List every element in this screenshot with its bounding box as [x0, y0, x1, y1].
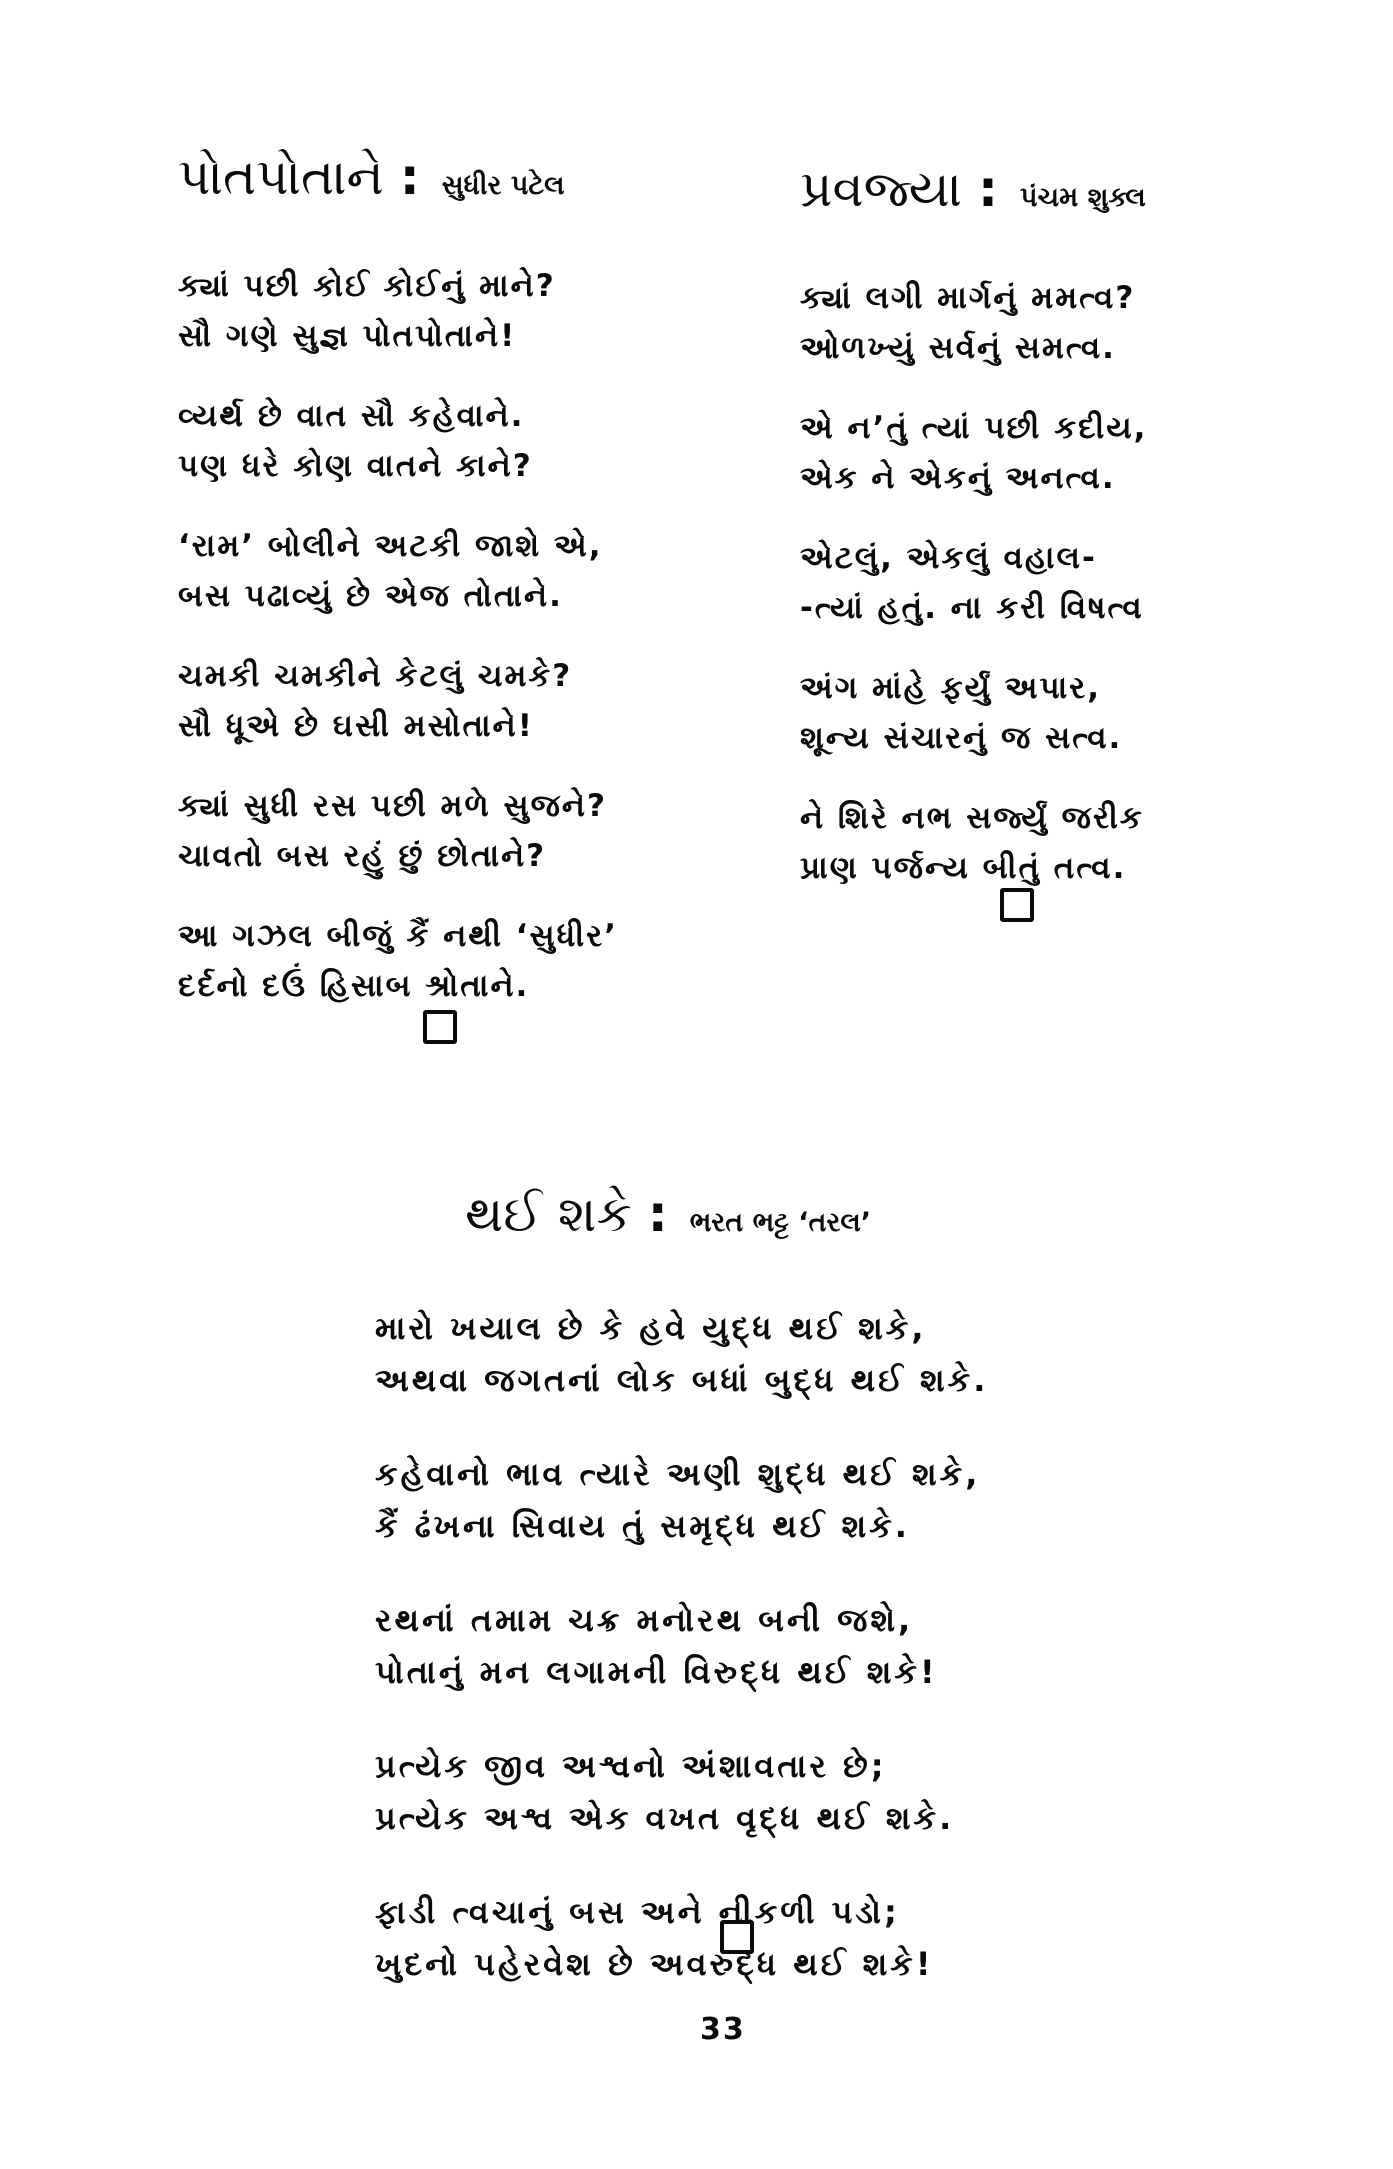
stanza — [375, 1740, 1095, 1844]
end-mark — [720, 1920, 754, 1954]
verse-line: ક્યાં સુધી રસ પછી મળે સુજને? — [178, 788, 607, 824]
verse-line: ઓળખ્યું સર્વનું સમત્વ. — [800, 330, 1116, 366]
stanza — [375, 1594, 1095, 1698]
verse-line: આ ગઝલ બીજું કૈં નથી ‘સુધીર’ — [178, 918, 618, 954]
stanza — [800, 403, 1240, 503]
stanza — [178, 651, 698, 751]
verse-line: સૌ ગણે સુજ્ઞ પોતપોતાને! — [178, 318, 517, 354]
poem-author: પંચમ શુક્લ — [1020, 182, 1146, 213]
verse-line: અંગ માંહે ફર્યું અપાર, — [800, 670, 1101, 706]
stanza — [375, 1448, 1095, 1552]
stanza — [800, 663, 1240, 763]
poem-title-row — [465, 1185, 1095, 1244]
verse-line: એક ને એકનું અનત્વ. — [800, 460, 1116, 496]
poem-potpotane — [178, 148, 698, 1041]
stanza — [375, 1302, 1095, 1406]
title-separator: : — [647, 1185, 668, 1243]
verse-line: પ્રાણ પર્જન્ય બીતું તત્વ. — [800, 850, 1127, 886]
stanza — [178, 391, 698, 491]
poem-title-row — [800, 160, 1240, 219]
page-number: 33 — [700, 2012, 746, 2047]
end-mark — [423, 1010, 457, 1044]
stanza — [800, 533, 1240, 633]
verse-line: સૌ ધૂએ છે ઘસી મસોતાને! — [178, 708, 534, 744]
verse-line: વ્યર્થ છે વાત સૌ કહેવાને. — [178, 398, 525, 434]
poem-author: ભરત ભટ્ટ ‘તરલ’ — [689, 1207, 871, 1238]
poem-title: પ્રવજ્યા — [800, 160, 962, 218]
verse-line: પોતાનું મન લગામની વિરુદ્ધ થઈ શકે! — [375, 1653, 938, 1691]
verse-line: ચાવતો બસ રહું છું છોતાને? — [178, 838, 547, 874]
verse-line: શૂન્ય સંચારનું જ સત્વ. — [800, 720, 1123, 756]
verse-line: કૈં ઢંખના સિવાય તું સમૃદ્ધ થઈ શકે. — [375, 1507, 910, 1545]
verse-line: ક્યાં પછી કોઈ કોઈનું માને? — [178, 268, 556, 304]
verse-line: -ત્યાં હતું. ના કરી વિષત્વ — [800, 590, 1144, 626]
stanza — [178, 911, 698, 1011]
verse-line: પ્રત્યેક જીવ અશ્વનો અંશાવતાર છે; — [375, 1747, 887, 1785]
verse-line: ખુદનો પહેરવેશ છે અવરુદ્ધ થઈ શકે! — [375, 1945, 934, 1983]
poem-author: સુધીર પટેલ — [441, 170, 565, 201]
verse-line: બસ પઢાવ્યું છે એજ તોતાને. — [178, 578, 563, 614]
poem-pravrajya — [800, 160, 1240, 923]
verse-line: એ ન’તું ત્યાં પછી કદીય, — [800, 410, 1148, 446]
stanza — [178, 521, 698, 621]
verse-line: ક્યાં લગી માર્ગનું મમત્વ? — [800, 280, 1136, 316]
verse-line: રથનાં તમામ ચક્ર મનોરથ બની જશે, — [375, 1601, 914, 1639]
verse-line: દર્દનો દઉં હિસાબ શ્રોતાને. — [178, 968, 530, 1004]
stanza — [178, 781, 698, 881]
poem-title: થઈ શકે — [465, 1185, 632, 1243]
verse-line: કહેવાનો ભાવ ત્યારે અણી શુદ્ધ થઈ શકે, — [375, 1455, 981, 1493]
verse-line: એટલું, એકલું વહાલ- — [800, 540, 1097, 576]
poem-title-row — [178, 148, 698, 207]
verse-line: ને શિરે નભ સર્જ્યું જરીક — [800, 800, 1144, 836]
stanza — [178, 261, 698, 361]
verse-line: પણ ધરે કોણ વાતને કાને? — [178, 448, 533, 484]
verse-line: અથવા જગતનાં લોક બધાં બુદ્ધ થઈ શકે. — [375, 1361, 989, 1399]
stanza — [800, 273, 1240, 373]
verse-line: ચમકી ચમકીને કેટલું ચમકે? — [178, 658, 573, 694]
stanza — [800, 793, 1240, 893]
verse-line: પ્રત્યેક અશ્વ એક વખત વૃદ્ધ થઈ શકે. — [375, 1799, 955, 1837]
title-separator: : — [978, 160, 998, 218]
end-mark — [1000, 888, 1034, 922]
title-separator: : — [399, 148, 420, 206]
verse-line: ફાડી ત્વચાનું બસ અને નીકળી પડો; — [375, 1893, 900, 1931]
poem-title: પોતપોતાને — [178, 148, 384, 206]
verse-line: મારો ખયાલ છે કે હવે યુદ્ધ થઈ શકે, — [375, 1309, 927, 1347]
poem-thai-shake — [375, 1185, 1095, 2032]
verse-line: ‘રામ’ બોલીને અટકી જાશે એ, — [178, 528, 603, 564]
